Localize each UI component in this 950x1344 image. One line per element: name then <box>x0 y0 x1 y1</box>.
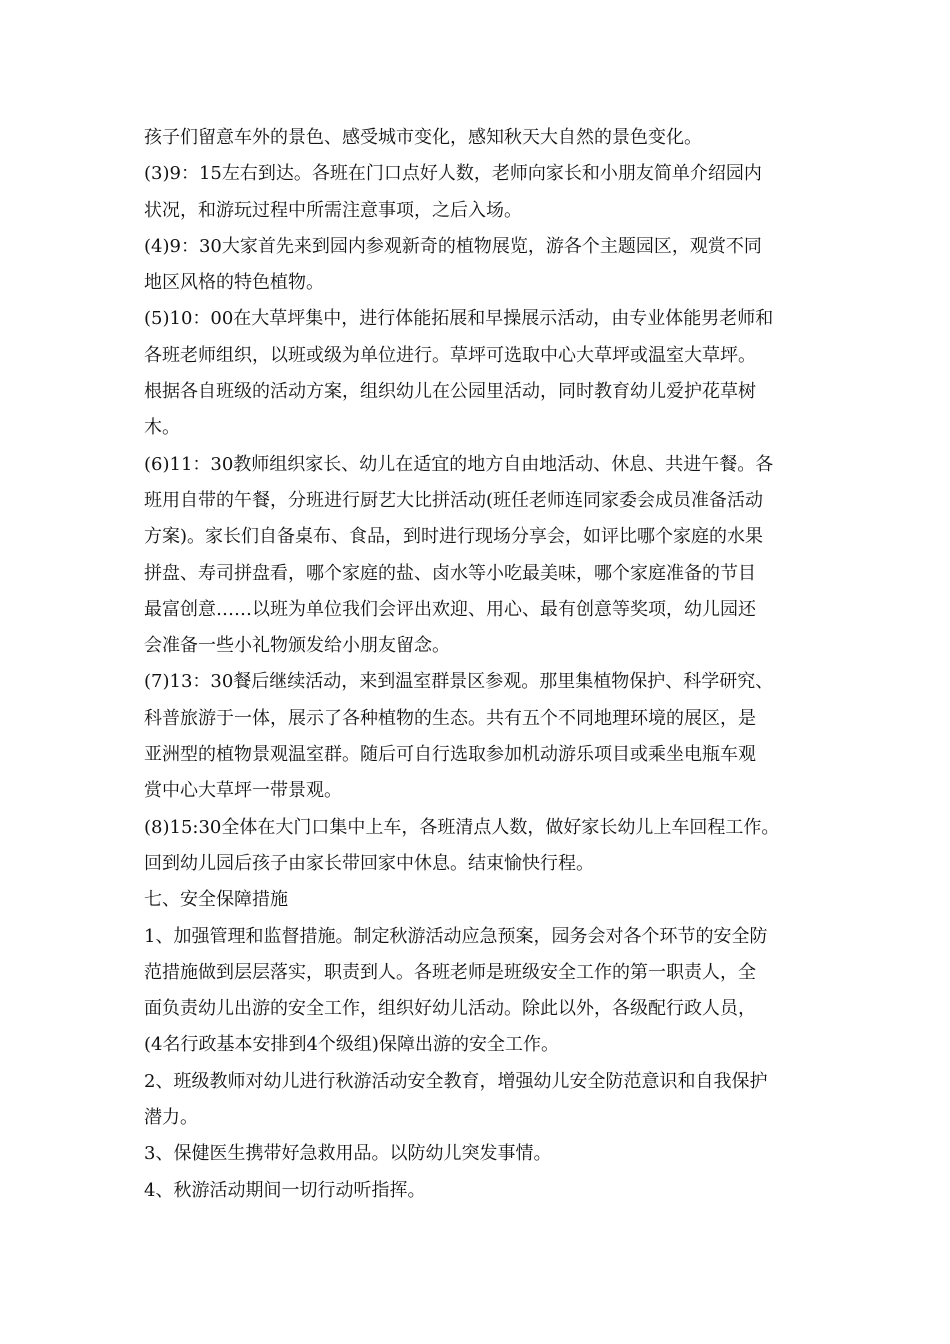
text-line: 面负责幼儿出游的安全工作，组织好幼儿活动。除此以外，各级配行政人员， <box>144 998 756 1020</box>
text-line: 根据各自班级的活动方案，组织幼儿在公园里活动，同时教育幼儿爱护花草树 <box>144 381 756 403</box>
text-line: 科普旅游于一体，展示了各种植物的生态。共有五个不同地理环境的展区，是 <box>144 707 756 729</box>
section-heading: 七、安全保障措施 <box>144 889 288 911</box>
text-line: 最富创意……以班为单位我们会评出欢迎、用心、最有创意等奖项，幼儿园还 <box>144 598 756 620</box>
text-line: 4、秋游活动期间一切行动听指挥。 <box>144 1179 426 1201</box>
text-line: 拼盘、寿司拼盘看，哪个家庭的盐、卤水等小吃最美味，哪个家庭准备的节目 <box>144 562 756 584</box>
text-line: 赏中心大草坪一带景观。 <box>144 780 342 802</box>
text-line: 孩子们留意车外的景色、感受城市变化，感知秋天大自然的景色变化。 <box>144 127 702 148</box>
text-line: (3)9：15左右到达。各班在门口点好人数，老师向家长和小朋友简单介绍园内 <box>144 163 762 185</box>
document-body <box>144 120 824 1209</box>
text-line: 范措施做到层层落实，职责到人。各班老师是班级安全工作的第一职责人，全 <box>144 961 756 983</box>
text-line: 1、加强管理和监督措施。制定秋游活动应急预案，园务会对各个环节的安全防 <box>144 925 768 947</box>
text-line: 班用自带的午餐，分班进行厨艺大比拼活动(班任老师连同家委会成员准备活动 <box>144 489 764 511</box>
text-line: 2、班级教师对幼儿进行秋游活动安全教育，增强幼儿安全防范意识和自我保护 <box>144 1070 768 1092</box>
text-line: 3、保健医生携带好急救用品。以防幼儿突发事情。 <box>144 1143 552 1165</box>
text-line: 亚洲型的植物景观温室群。随后可自行选取参加机动游乐项目或乘坐电瓶车观 <box>144 744 756 766</box>
text-line: 状况，和游玩过程中所需注意事项，之后入场。 <box>144 199 522 221</box>
text-line: (7)13：30餐后继续活动，来到温室群景区参观。那里集植物保护、科学研究、 <box>144 671 774 693</box>
text-line: 木。 <box>144 417 180 439</box>
text-line: (6)11：30教师组织家长、幼儿在适宜的地方自由地活动、休息、共进午餐。各 <box>144 453 774 475</box>
text-line: (4名行政基本安排到4个级组)保障出游的安全工作。 <box>144 1034 559 1056</box>
text-line: (5)10：00在大草坪集中，进行体能拓展和早操展示活动，由专业体能男老师和 <box>144 308 774 330</box>
text-line: 各班老师组织，以班或级为单位进行。草坪可选取中心大草坪或温室大草坪。 <box>144 344 756 366</box>
text-line: 会准备一些小礼物颁发给小朋友留念。 <box>144 635 450 657</box>
text-line: 方案)。家长们自备桌布、食品，到时进行现场分享会，如评比哪个家庭的水果 <box>144 526 764 548</box>
text-line: 潜力。 <box>144 1107 198 1129</box>
text-line: (4)9：30大家首先来到园内参观新奇的植物展览，游各个主题园区，观赏不同 <box>144 235 762 257</box>
text-line: 地区风格的特色植物。 <box>144 272 324 294</box>
text-line: 回到幼儿园后孩子由家长带回家中休息。结束愉快行程。 <box>144 852 594 874</box>
text-line: (8)15:30全体在大门口集中上车，各班清点人数，做好家长幼儿上车回程工作。 <box>144 816 780 838</box>
